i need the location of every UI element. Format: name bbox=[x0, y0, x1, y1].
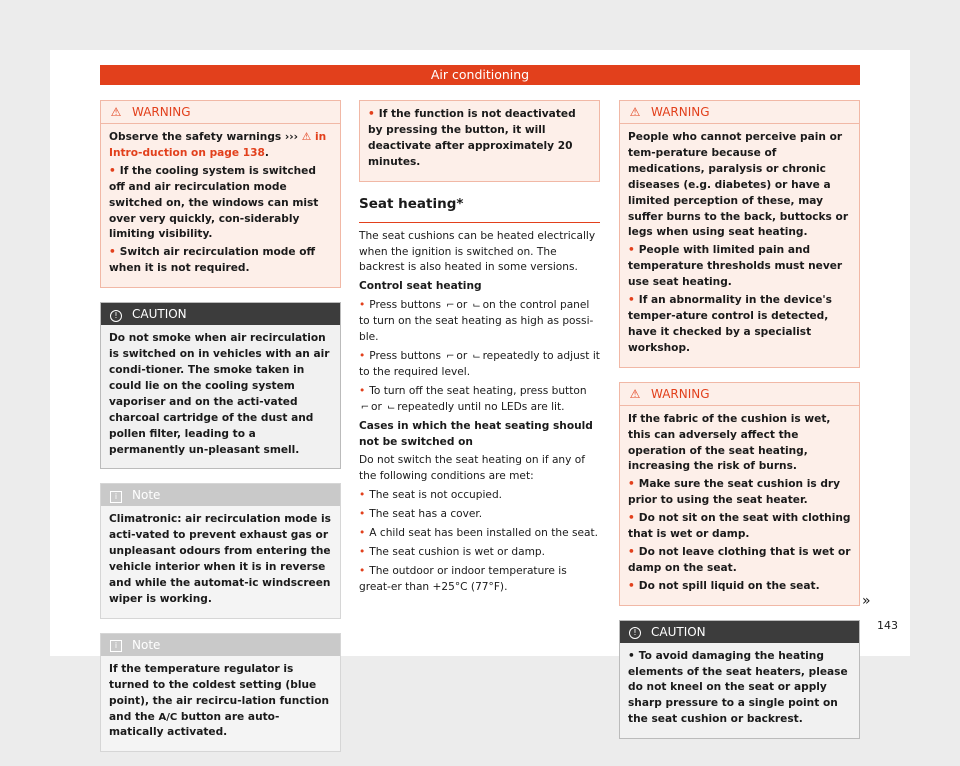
warning-text: If the fabric of the cushion is wet, this can adversely affect the operation of the seat heating, increasing the risk of burns. bbox=[628, 412, 831, 473]
bullet-icon: • bbox=[359, 384, 366, 397]
warning-triangle-icon: ⚠ bbox=[629, 386, 641, 401]
ac-button-label: A/C bbox=[158, 711, 178, 723]
seat-heating-body bbox=[359, 229, 600, 596]
bullet-icon: • bbox=[359, 564, 366, 577]
item-text: or bbox=[456, 299, 468, 312]
intro-page-link[interactable]: in Intro-duction on page 138 bbox=[109, 131, 327, 159]
note-text: If the temperature regulator is turned to the coldest setting (blue point), the air recircu-lation function and the bbox=[109, 662, 330, 723]
list-item bbox=[359, 298, 600, 346]
page-number: 143 bbox=[877, 619, 898, 632]
caution-box-header bbox=[620, 621, 859, 643]
bullet-icon: • bbox=[628, 478, 635, 491]
seat-heating-right-icon: ⌙ bbox=[472, 300, 481, 312]
bullet-icon: • bbox=[628, 244, 635, 257]
warning-box-air-recirculation bbox=[100, 100, 341, 288]
bullet-icon: • bbox=[359, 545, 366, 558]
warning-box-pain-perception bbox=[619, 100, 860, 368]
page-header: Air conditioning bbox=[100, 65, 860, 85]
list-item bbox=[359, 545, 600, 561]
warning-item: If the cooling system is switched off and air recirculation mode switched on, the windows can mist over very quickly, con-siderably limiting visibility. bbox=[109, 164, 319, 241]
intro-paragraph: The seat cushions can be heated electrically when the ignition is switched on. The backrest is also heated in some versions. bbox=[359, 229, 596, 274]
warning-item: Do not leave clothing that is wet or damp on the seat. bbox=[628, 545, 851, 574]
bullet-icon: • bbox=[359, 299, 366, 312]
caution-title: CAUTION bbox=[651, 624, 706, 639]
caution-title: CAUTION bbox=[132, 307, 187, 322]
info-icon: i bbox=[109, 488, 123, 503]
warning-box-continued bbox=[359, 100, 600, 182]
bullet-icon: • bbox=[109, 246, 116, 259]
warning-triangle-icon: ⚠ bbox=[629, 105, 641, 119]
caution-box-heating-elements bbox=[619, 620, 860, 740]
caution-text: Do not smoke when air recirculation is switched on in vehicles with an air condi-tioner. The smoke taken in could lie on the cooling system vaporiser and on the acti-vated charcoal cartridge of the dust and pollen filter, leading to a permanently un-pleasant smell. bbox=[109, 332, 330, 456]
item-text: or bbox=[456, 349, 468, 362]
bullet-icon: • bbox=[628, 649, 635, 662]
item-text: or bbox=[371, 400, 382, 413]
warning-item: If an abnormality in the device's temper-ature control is detected, have it checked by a specialist workshop. bbox=[628, 294, 832, 354]
warning-intro: Observe the safety warnings ››› bbox=[109, 131, 299, 143]
warning-box-header bbox=[101, 101, 340, 124]
list-item bbox=[628, 511, 851, 543]
case-item: The seat has a cover. bbox=[369, 508, 483, 521]
bullet-icon: • bbox=[359, 527, 366, 540]
column-1 bbox=[100, 100, 341, 766]
list-item bbox=[109, 245, 332, 277]
note-box-climatronic bbox=[100, 483, 341, 618]
seat-heating-left-icon: ⌐ bbox=[446, 300, 455, 312]
list-item bbox=[359, 488, 600, 504]
list-item bbox=[628, 649, 851, 729]
note-box-header bbox=[101, 484, 340, 506]
list-item bbox=[359, 507, 600, 523]
list-item bbox=[628, 477, 851, 509]
note-title: Note bbox=[132, 637, 161, 652]
warning-item: Switch air recirculation mode off when it is not required. bbox=[109, 246, 316, 275]
section-title: Seat heating* bbox=[359, 196, 600, 223]
item-text: on the control panel to turn on the seat heating as high as possi-ble. bbox=[359, 299, 594, 344]
warning-box-header bbox=[620, 383, 859, 406]
case-item: The seat cushion is wet or damp. bbox=[369, 545, 546, 558]
list-item bbox=[359, 526, 600, 542]
item-text: repeatedly to adjust it to the required level. bbox=[359, 349, 600, 378]
bullet-icon: • bbox=[359, 489, 366, 502]
item-text: repeatedly until no LEDs are lit. bbox=[397, 400, 565, 413]
item-text: Press buttons bbox=[369, 349, 441, 362]
warning-box-header bbox=[620, 101, 859, 124]
note-text: Climatronic: air recirculation mode is acti-vated to prevent exhaust gas or unpleasant odours from entering the vehicle interior when it is in reverse and while the automat-ic windscreen wiper is working. bbox=[109, 513, 331, 605]
case-item: A child seat has been installed on the seat. bbox=[369, 527, 599, 540]
warning-item: If the function is not deactivated by pressing the button, it will deactivate after approximately 20 minutes. bbox=[368, 108, 576, 168]
bullet-icon: • bbox=[109, 164, 116, 177]
bullet-icon: • bbox=[359, 349, 366, 362]
bullet-icon: • bbox=[368, 108, 375, 120]
list-item bbox=[628, 579, 851, 595]
note-box-temperature bbox=[100, 633, 341, 753]
caution-icon: ! bbox=[109, 307, 123, 322]
bullet-icon: • bbox=[628, 294, 635, 307]
note-text: button are auto-matically activated. bbox=[109, 710, 280, 739]
list-item bbox=[628, 243, 851, 291]
note-title: Note bbox=[132, 488, 161, 503]
item-text: To turn off the seat heating, press button bbox=[369, 384, 587, 397]
list-item bbox=[359, 349, 600, 381]
bullet-icon: • bbox=[628, 545, 635, 558]
caution-box-smoke bbox=[100, 302, 341, 469]
warning-title: WARNING bbox=[132, 105, 191, 119]
item-text: Press buttons bbox=[369, 299, 441, 312]
bullet-icon: • bbox=[359, 508, 366, 521]
note-box-header bbox=[101, 634, 340, 656]
warning-item: Do not sit on the seat with clothing that is wet or damp. bbox=[628, 512, 851, 541]
warning-item: Make sure the seat cushion is dry prior to using the seat heater. bbox=[628, 478, 841, 507]
warning-title: WARNING bbox=[651, 386, 710, 401]
caution-icon: ! bbox=[628, 624, 642, 639]
warning-item: People with limited pain and temperature thresholds must never use seat heating. bbox=[628, 244, 843, 289]
warning-triangle-icon: ⚠ bbox=[301, 131, 312, 143]
bullet-icon: • bbox=[628, 579, 635, 592]
list-item bbox=[109, 164, 332, 244]
caution-item: To avoid damaging the heating elements of the seat heaters, please do not kneel on the seat or apply sharp pressure to a single point on the seat cushion or backrest. bbox=[628, 649, 848, 726]
column-3 bbox=[619, 100, 860, 753]
column-2 bbox=[359, 100, 600, 599]
punct: . bbox=[264, 146, 269, 159]
list-item bbox=[628, 545, 851, 577]
warning-text: People who cannot perceive pain or tem-perature because of medications, paralysis or chronic diseases (e.g. diabetes) or have a limited perception of these, may suffer burns to the back, buttocks or legs when using seat heating. bbox=[628, 131, 849, 239]
seat-heating-right-icon: ⌙ bbox=[387, 401, 396, 413]
warning-box-wet-cushion bbox=[619, 382, 860, 606]
cases-heading: Cases in which the heat seating should not be switched on bbox=[359, 419, 593, 448]
continue-arrow-icon: » bbox=[862, 593, 871, 609]
seat-heating-right-icon: ⌙ bbox=[472, 350, 481, 362]
list-item bbox=[359, 564, 600, 596]
seat-heating-left-icon: ⌐ bbox=[360, 401, 370, 413]
cases-intro: Do not switch the seat heating on if any of the following conditions are met: bbox=[359, 454, 585, 483]
list-item bbox=[368, 107, 591, 171]
seat-heating-left-icon: ⌐ bbox=[446, 350, 455, 362]
control-heading: Control seat heating bbox=[359, 280, 482, 293]
caution-box-header bbox=[101, 303, 340, 325]
list-item bbox=[628, 293, 851, 357]
warning-triangle-icon: ⚠ bbox=[110, 105, 122, 119]
list-item bbox=[359, 384, 600, 416]
bullet-icon: • bbox=[628, 512, 635, 525]
info-icon: i bbox=[109, 637, 123, 652]
warning-title: WARNING bbox=[651, 105, 710, 119]
case-item: The outdoor or indoor temperature is great-er than +25°C (77°F). bbox=[359, 564, 567, 593]
warning-item: Do not spill liquid on the seat. bbox=[638, 579, 820, 592]
case-item: The seat is not occupied. bbox=[369, 489, 503, 502]
